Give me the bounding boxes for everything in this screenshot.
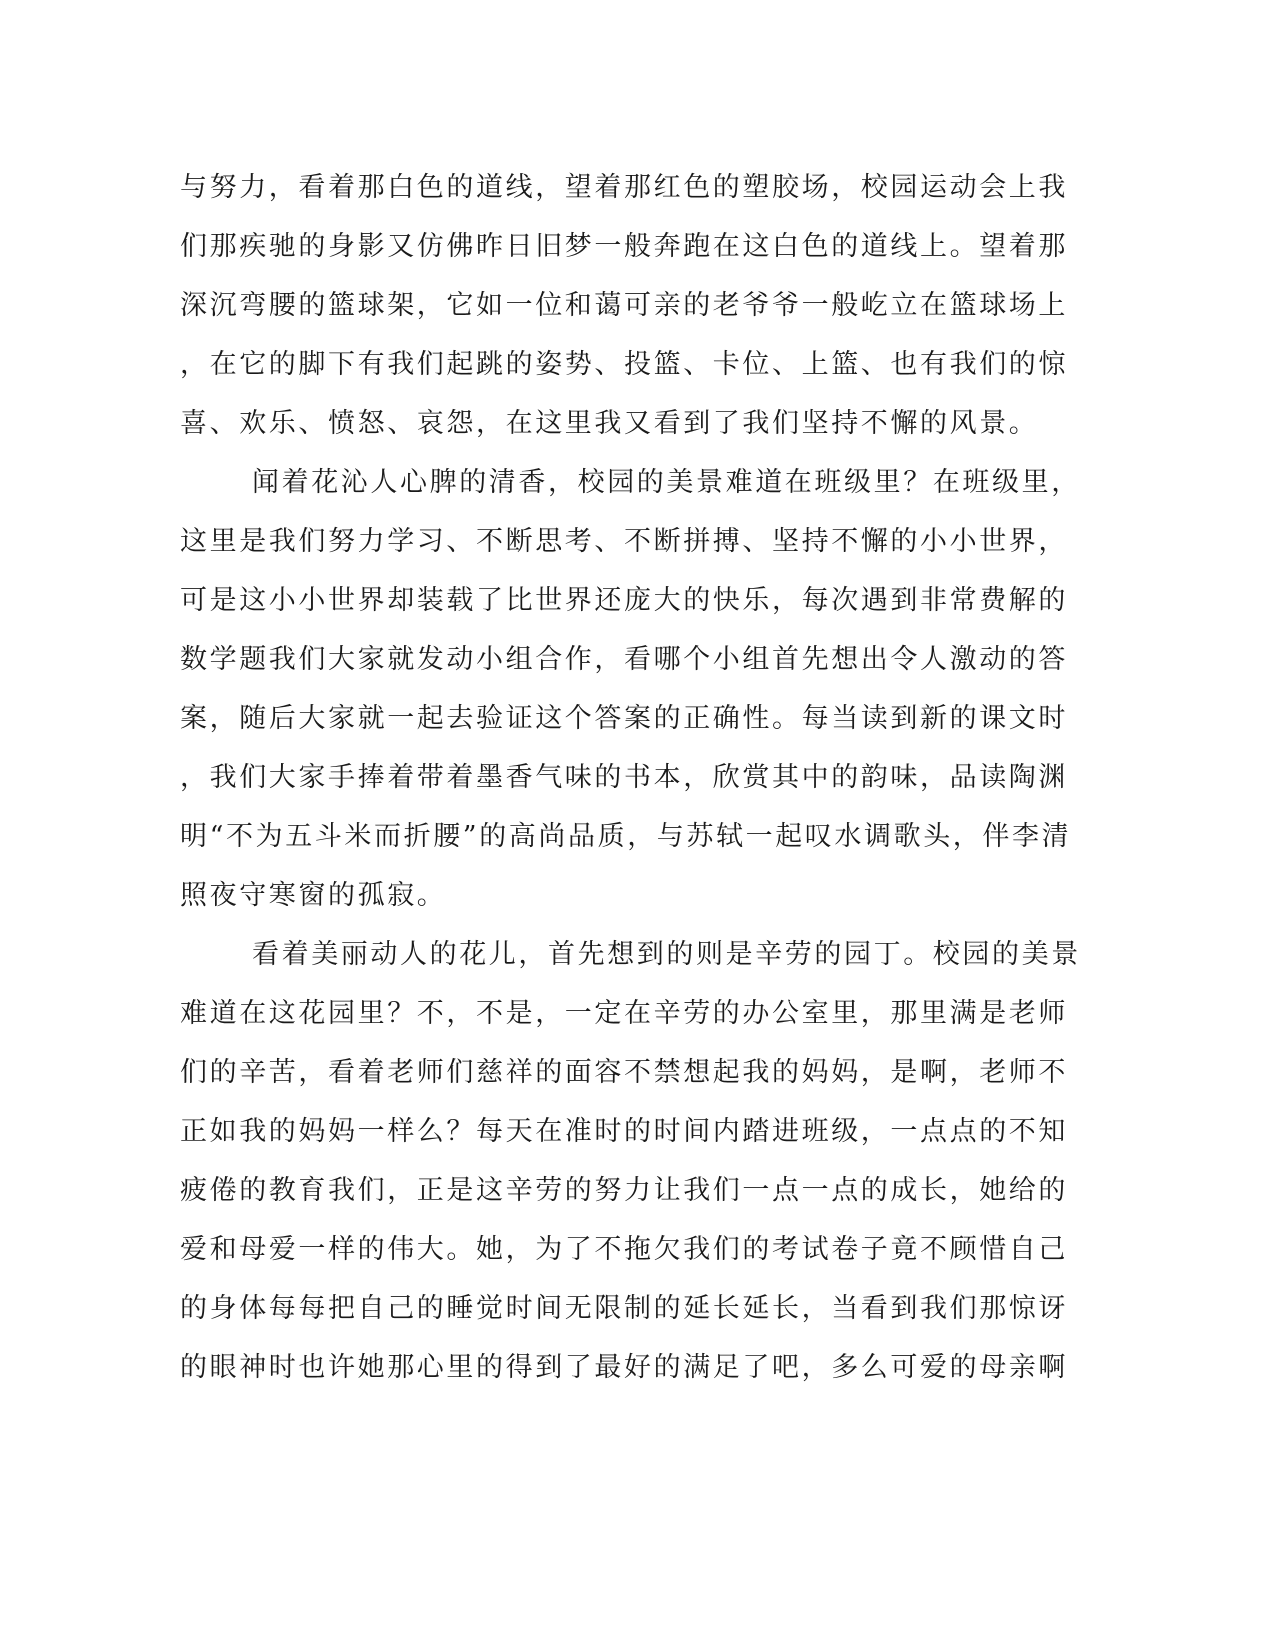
text-line: ，我们大家手捧着带着墨香气味的书本，欣赏其中的韵味，品读陶渊 <box>180 762 1068 793</box>
paragraph-first-line: 闻着花沁人心脾的清香，校园的美景难道在班级里？在班级里， <box>252 467 1081 498</box>
essay-body <box>180 158 1081 1397</box>
text-line: 案，随后大家就一起去验证这个答案的正确性。每当读到新的课文时 <box>180 703 1068 734</box>
text-line: 疲倦的教育我们，正是这辛劳的努力让我们一点一点的成长，她给的 <box>180 1175 1068 1206</box>
paragraph-first-line: 看着美丽动人的花儿，首先想到的则是辛劳的园丁。校园的美景 <box>252 939 1081 970</box>
text-line: 们那疾驰的身影又仿佛昨日旧梦一般奔跑在这白色的道线上。望着那 <box>180 231 1068 262</box>
text-line: 与努力，看着那白色的道线，望着那红色的塑胶场，校园运动会上我 <box>180 172 1068 203</box>
text-line: 爱和母爱一样的伟大。她，为了不拖欠我们的考试卷子竟不顾惜自己 <box>180 1234 1068 1265</box>
text-line: 照夜守寒窗的孤寂。 <box>180 880 447 911</box>
text-line: ，在它的脚下有我们起跳的姿势、投篮、卡位、上篮、也有我们的惊 <box>180 349 1068 380</box>
text-line: 难道在这花园里？不，不是，一定在辛劳的办公室里，那里满是老师 <box>180 998 1068 1029</box>
text-line: 可是这小小世界却装载了比世界还庞大的快乐，每次遇到非常费解的 <box>180 585 1068 616</box>
text-line: 的身体每每把自己的睡觉时间无限制的延长延长，当看到我们那惊讶 <box>180 1293 1068 1324</box>
text-line: 深沉弯腰的篮球架，它如一位和蔼可亲的老爷爷一般屹立在篮球场上 <box>180 290 1068 321</box>
text-line: 正如我的妈妈一样么？每天在准时的时间内踏进班级，一点点的不知 <box>180 1116 1068 1147</box>
text-line: 喜、欢乐、愤怒、哀怨，在这里我又看到了我们坚持不懈的风景。 <box>180 408 1039 439</box>
text-line: 数学题我们大家就发动小组合作，看哪个小组首先想出令人激动的答 <box>180 644 1068 675</box>
text-line: 们的辛苦，看着老师们慈祥的面容不禁想起我的妈妈，是啊，老师不 <box>180 1057 1068 1088</box>
text-line: 明“不为五斗米而折腰”的高尚品质，与苏轼一起叹水调歌头，伴李清 <box>180 821 1072 852</box>
text-line: 的眼神时也许她那心里的得到了最好的满足了吧，多么可爱的母亲啊 <box>180 1352 1068 1383</box>
text-line: 这里是我们努力学习、不断思考、不断拼搏、坚持不懈的小小世界， <box>180 526 1068 557</box>
